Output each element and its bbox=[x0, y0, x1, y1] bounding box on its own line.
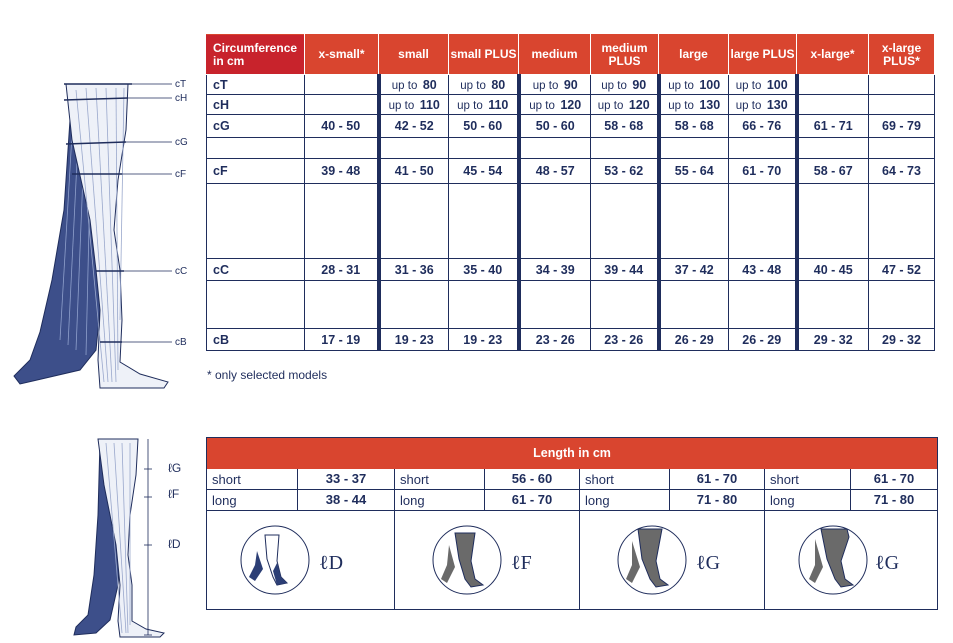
length-short-value: 56 - 60 bbox=[484, 469, 579, 489]
up-to-prefix: up to bbox=[457, 99, 483, 112]
up-to-prefix: up to bbox=[391, 79, 418, 92]
mark-lG: ℓG bbox=[168, 461, 182, 475]
length-long-value: 38 - 44 bbox=[297, 490, 394, 510]
table-cell bbox=[591, 95, 659, 115]
length-long-value: 71 - 80 bbox=[669, 490, 764, 510]
mark-cH: cH bbox=[175, 93, 188, 104]
table-cell: 55 - 64 bbox=[659, 159, 729, 184]
table-cell: 34 - 39 bbox=[519, 259, 591, 281]
table-cell bbox=[519, 75, 591, 95]
circumference-table-body bbox=[207, 75, 935, 351]
table-cell bbox=[449, 281, 519, 329]
up-to-value: 130 bbox=[763, 97, 788, 112]
length-short-label: short bbox=[212, 472, 241, 487]
table-cell: 37 - 42 bbox=[659, 259, 729, 281]
table-cell: 58 - 68 bbox=[591, 115, 659, 138]
size-header: small PLUS bbox=[449, 35, 519, 75]
table-cell: 47 - 52 bbox=[869, 259, 935, 281]
length-long-label: long bbox=[585, 493, 610, 508]
table-cell bbox=[659, 95, 729, 115]
length-short-label: short bbox=[400, 472, 429, 487]
table-cell bbox=[729, 95, 797, 115]
size-header: large PLUS bbox=[729, 35, 797, 75]
table-cell bbox=[869, 138, 935, 159]
table-cell bbox=[659, 138, 729, 159]
table-cell bbox=[305, 138, 379, 159]
table-cell bbox=[379, 138, 449, 159]
table-cell bbox=[869, 95, 935, 115]
table-cell bbox=[379, 95, 449, 115]
table-cell: 50 - 60 bbox=[449, 115, 519, 138]
length-table bbox=[206, 437, 938, 610]
row-label bbox=[207, 184, 305, 259]
length-row-short bbox=[395, 469, 579, 490]
table-cell bbox=[729, 281, 797, 329]
length-symbol: ℓG bbox=[875, 552, 900, 574]
up-to-prefix: up to bbox=[532, 79, 559, 92]
size-header: medium PLUS bbox=[591, 35, 659, 75]
table-cell: 45 - 54 bbox=[449, 159, 519, 184]
table-cell: 58 - 68 bbox=[659, 115, 729, 138]
mark-cC: cC bbox=[175, 266, 188, 277]
size-header: x-small* bbox=[305, 35, 379, 75]
size-header: x-large PLUS* bbox=[869, 35, 935, 75]
table-cell: 42 - 52 bbox=[379, 115, 449, 138]
mark-cB: cB bbox=[175, 337, 187, 348]
length-symbol: ℓD bbox=[319, 552, 344, 574]
length-row-long bbox=[580, 490, 764, 511]
table-cell: 17 - 19 bbox=[305, 329, 379, 351]
table-cell: 40 - 50 bbox=[305, 115, 379, 138]
waist-attachment-icon bbox=[765, 511, 937, 609]
length-group-knee bbox=[207, 469, 394, 609]
mark-cF: cF bbox=[175, 169, 187, 180]
table-row bbox=[207, 95, 935, 115]
table-cell bbox=[659, 75, 729, 95]
up-to-prefix: up to bbox=[735, 79, 762, 92]
up-to-value: 90 bbox=[560, 77, 578, 92]
table-cell: 39 - 44 bbox=[591, 259, 659, 281]
table-cell bbox=[379, 184, 449, 259]
table-cell: 29 - 32 bbox=[797, 329, 869, 351]
size-header: large bbox=[659, 35, 729, 75]
table-cell bbox=[729, 138, 797, 159]
table-cell bbox=[305, 95, 379, 115]
thigh-high-long-icon bbox=[580, 511, 764, 609]
table-cell bbox=[449, 138, 519, 159]
table-cell: 43 - 48 bbox=[729, 259, 797, 281]
table-cell bbox=[869, 75, 935, 95]
table-row bbox=[207, 138, 935, 159]
length-row-short bbox=[207, 469, 394, 490]
table-row bbox=[207, 329, 935, 351]
row-label bbox=[207, 138, 305, 159]
length-short-value: 61 - 70 bbox=[850, 469, 937, 489]
table-cell: 66 - 76 bbox=[729, 115, 797, 138]
table-row bbox=[207, 259, 935, 281]
up-to-value: 80 bbox=[487, 77, 506, 92]
table-cell: 35 - 40 bbox=[449, 259, 519, 281]
table-cell bbox=[379, 75, 449, 95]
up-to-value: 120 bbox=[556, 97, 582, 112]
table-cell: 29 - 32 bbox=[869, 329, 935, 351]
length-long-label: long bbox=[212, 493, 237, 508]
table-row bbox=[207, 281, 935, 329]
table-cell: 23 - 26 bbox=[519, 329, 591, 351]
table-cell bbox=[519, 281, 591, 329]
table-cell: 61 - 70 bbox=[729, 159, 797, 184]
thigh-high-icon bbox=[395, 511, 579, 609]
row-label: cG bbox=[207, 115, 305, 138]
table-row bbox=[207, 75, 935, 95]
table-cell: 50 - 60 bbox=[519, 115, 591, 138]
row-label: cB bbox=[207, 329, 305, 351]
table-cell: 53 - 62 bbox=[591, 159, 659, 184]
table-cell bbox=[797, 281, 869, 329]
table-cell bbox=[591, 281, 659, 329]
table-cell: 61 - 71 bbox=[797, 115, 869, 138]
circumference-corner-label: Circumference in cm bbox=[207, 35, 305, 75]
row-label: cH bbox=[207, 95, 305, 115]
up-to-prefix: up to bbox=[668, 99, 694, 112]
table-cell bbox=[591, 138, 659, 159]
table-cell: 48 - 57 bbox=[519, 159, 591, 184]
up-to-value: 100 bbox=[695, 77, 721, 92]
length-row-short bbox=[765, 469, 937, 490]
table-cell bbox=[797, 95, 869, 115]
circumference-table bbox=[206, 34, 935, 351]
table-cell: 26 - 29 bbox=[659, 329, 729, 351]
table-cell bbox=[729, 184, 797, 259]
table-cell: 40 - 45 bbox=[797, 259, 869, 281]
mark-cT: cT bbox=[175, 79, 187, 90]
row-label bbox=[207, 281, 305, 329]
table-cell: 23 - 26 bbox=[591, 329, 659, 351]
table-cell bbox=[305, 75, 379, 95]
up-to-prefix: up to bbox=[601, 79, 627, 92]
row-label: cF bbox=[207, 159, 305, 184]
length-symbol: ℓF bbox=[511, 552, 532, 574]
table-cell: 58 - 67 bbox=[797, 159, 869, 184]
row-label: cC bbox=[207, 259, 305, 281]
length-short-label: short bbox=[770, 472, 799, 487]
table-cell bbox=[797, 75, 869, 95]
table-cell bbox=[869, 281, 935, 329]
table-cell: 19 - 23 bbox=[379, 329, 449, 351]
size-header: small bbox=[379, 35, 449, 75]
length-group-stay-up bbox=[580, 469, 764, 609]
up-to-prefix: up to bbox=[597, 99, 624, 112]
up-to-value: 110 bbox=[416, 97, 440, 112]
size-header: medium bbox=[519, 35, 591, 75]
table-cell bbox=[449, 75, 519, 95]
mark-lF: ℓF bbox=[168, 487, 180, 501]
length-long-label: long bbox=[770, 493, 795, 508]
table-cell bbox=[729, 75, 797, 95]
mark-lD: ℓD bbox=[168, 537, 181, 551]
up-to-prefix: up to bbox=[460, 79, 486, 92]
table-row bbox=[207, 115, 935, 138]
table-cell bbox=[305, 281, 379, 329]
up-to-value: 110 bbox=[484, 97, 509, 112]
up-to-value: 130 bbox=[695, 97, 721, 112]
up-to-value: 80 bbox=[419, 77, 437, 92]
length-long-label: long bbox=[400, 493, 425, 508]
mark-cG: cG bbox=[175, 137, 188, 148]
table-cell bbox=[659, 281, 729, 329]
length-long-value: 71 - 80 bbox=[850, 490, 937, 510]
up-to-value: 90 bbox=[628, 77, 647, 92]
up-to-prefix: up to bbox=[529, 99, 555, 112]
table-cell: 19 - 23 bbox=[449, 329, 519, 351]
length-symbol: ℓG bbox=[696, 552, 721, 574]
knee-high-icon bbox=[207, 511, 394, 609]
up-to-prefix: up to bbox=[388, 99, 415, 112]
up-to-prefix: up to bbox=[735, 99, 762, 112]
table-row bbox=[207, 184, 935, 259]
table-cell bbox=[305, 184, 379, 259]
length-short-label: short bbox=[585, 472, 614, 487]
table-cell bbox=[869, 184, 935, 259]
length-short-value: 33 - 37 bbox=[297, 469, 394, 489]
leg-circumference-diagram bbox=[0, 70, 200, 390]
table-cell: 41 - 50 bbox=[379, 159, 449, 184]
length-long-value: 61 - 70 bbox=[484, 490, 579, 510]
up-to-prefix: up to bbox=[668, 79, 694, 92]
length-short-value: 61 - 70 bbox=[669, 469, 764, 489]
row-label: cT bbox=[207, 75, 305, 95]
table-cell: 28 - 31 bbox=[305, 259, 379, 281]
length-row-long bbox=[765, 490, 937, 511]
table-cell bbox=[797, 184, 869, 259]
size-header: x-large* bbox=[797, 35, 869, 75]
length-group-waist bbox=[765, 469, 937, 609]
table-cell bbox=[379, 281, 449, 329]
table-cell: 31 - 36 bbox=[379, 259, 449, 281]
leg-length-diagram bbox=[60, 435, 200, 640]
table-cell bbox=[519, 95, 591, 115]
length-row-long bbox=[207, 490, 394, 511]
table-cell bbox=[519, 184, 591, 259]
table-cell: 64 - 73 bbox=[869, 159, 935, 184]
footnote: * only selected models bbox=[207, 368, 328, 382]
table-cell bbox=[449, 95, 519, 115]
table-cell bbox=[591, 184, 659, 259]
length-row-long bbox=[395, 490, 579, 511]
table-cell: 69 - 79 bbox=[869, 115, 935, 138]
length-header: Length in cm bbox=[207, 438, 937, 469]
table-cell: 26 - 29 bbox=[729, 329, 797, 351]
table-cell bbox=[519, 138, 591, 159]
up-to-value: 120 bbox=[625, 97, 650, 112]
table-cell: 39 - 48 bbox=[305, 159, 379, 184]
length-row-short bbox=[580, 469, 764, 490]
table-cell bbox=[659, 184, 729, 259]
up-to-value: 100 bbox=[763, 77, 788, 92]
length-group-thigh bbox=[395, 469, 579, 609]
table-cell bbox=[591, 75, 659, 95]
table-row bbox=[207, 159, 935, 184]
table-cell bbox=[449, 184, 519, 259]
table-cell bbox=[797, 138, 869, 159]
